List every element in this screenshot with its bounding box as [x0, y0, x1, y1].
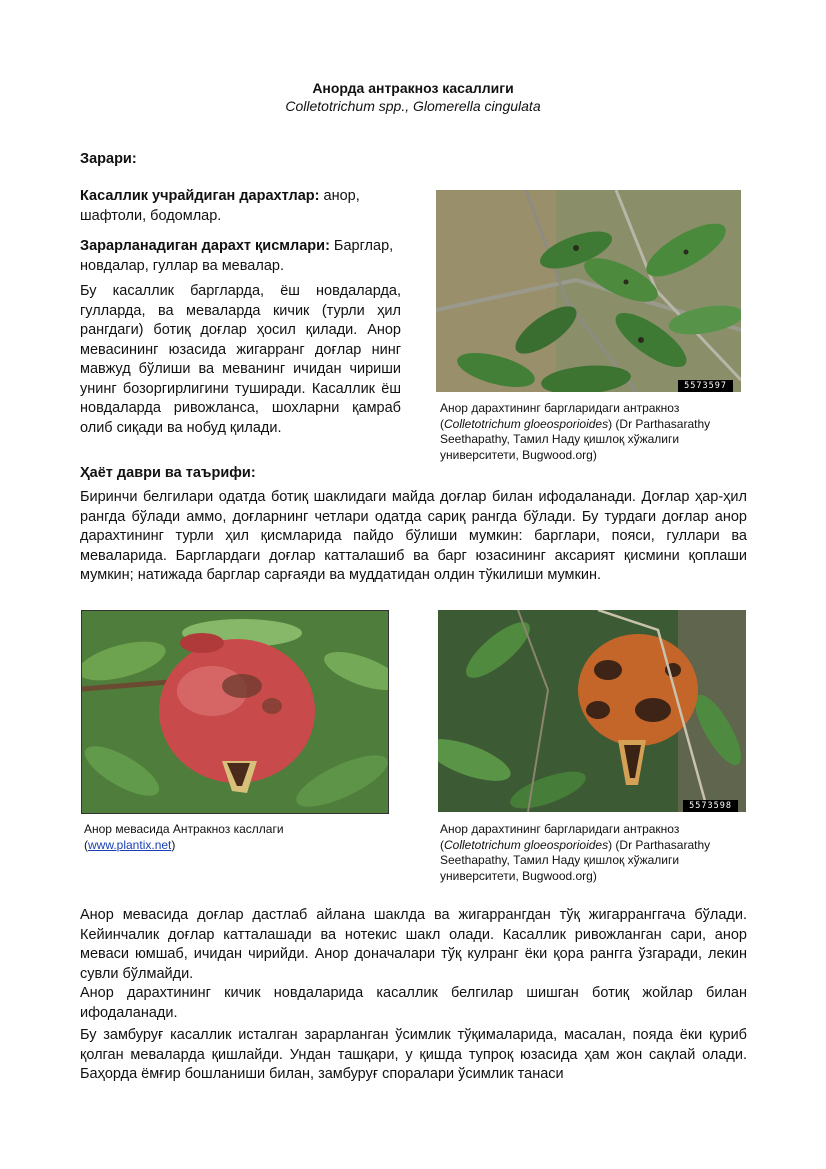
- leaf-photo-graphic: [436, 190, 741, 392]
- fruit-tree-photo-caption: [440, 822, 740, 884]
- hosts-label: Касаллик учрайдиган дарахтлар:: [80, 188, 320, 204]
- hosts-paragraph: [80, 187, 390, 226]
- fruit-caption-text: Анор мевасида Антракноз касллаги: [84, 822, 284, 836]
- fruit-caption-source: [84, 838, 384, 854]
- fruit-anthracnose-photo: [81, 610, 389, 814]
- page-title: Анорда антракноз касаллиги: [312, 80, 514, 96]
- parts-paragraph: [80, 237, 430, 276]
- plantix-link[interactable]: www.plantix.net: [88, 837, 172, 852]
- paren-close: ): [171, 837, 176, 852]
- caption-species: Colletotrichum gloeosporioides: [444, 416, 609, 431]
- parts-text: Барглар, новдалар, гуллар ва мевалар.: [80, 238, 394, 274]
- page-subtitle: Colletotrichum spp., Glomerella cingulata: [285, 98, 541, 114]
- harm-heading: Зарари:: [80, 151, 137, 167]
- caption-credit: ) (Dr Parthasarathy Seethapathy, Тамил Наду қишлоқ хўжалиги университети, Bugwood.org): [440, 837, 711, 883]
- life-cycle-heading: Ҳаёт даври ва таърифи:: [80, 465, 256, 481]
- photo-id-badge: 5573597: [678, 380, 733, 392]
- life-cycle-paragraph: Биринчи белгилари одатда ботиқ шаклидаги майда доғлар билан ифодаланади. Доғлар ҳар-ҳил рангда бўлади аммо, доғларнинг четлари одатда сариқ рангда бўлади. Бу турдаги доғлар анор дарахтининг турли ҳил қисмларида пайдо бўлиши мумкин: барглари, пояси, гуллари ва меваларида. Барглардаги доғлар катталашиб ва барг юзасининг аксарият қисмини қоплаши мумкин; натижада барглар сарғаяди ва муддатидан олдин тўкилиши мумкин.: [80, 489, 747, 583]
- leaf-anthracnose-photo: [436, 190, 741, 392]
- photo-id-badge: 5573598: [683, 800, 738, 812]
- caption-credit: ) (Dr Parthasarathy Seethapathy, Тамил Наду қишлоқ хўжалиги университети, Bugwood.org): [440, 416, 711, 462]
- fruit-photo-graphic: [82, 611, 388, 813]
- fruit-tree-anthracnose-photo: [438, 610, 746, 812]
- caption-text: Анор дарахтининг баргларидаги антракноз (: [440, 401, 680, 431]
- parts-label: Зарарланадиган дарахт қисмлари:: [80, 238, 330, 254]
- shoot-symptoms-paragraph: Анор дарахтининг кичик новдаларида касаллик белгилар шишган ботиқ жойлар билан ифодаланади.: [80, 985, 747, 1021]
- hosts-text: анор, шафтоли, бодомлар.: [80, 188, 360, 224]
- fruit-symptoms-paragraph: Анор мевасида доғлар дастлаб айлана шаклда ва жигаррангдан тўқ жигарранггача бўлади. Кейинчалик доғлар катталашади ва нотекис шакл олади. Касаллик ривожланган сари, анор меваси юмшаб, ичидан чирийди. Анор доначалари тўқ кулранг ёки қора рангга ўзгаради, лекин сувли бўлмайди.: [80, 907, 747, 982]
- caption-species: Colletotrichum gloeosporioides: [444, 837, 609, 852]
- paren-open: (: [84, 837, 88, 852]
- fruit-photo-caption: [84, 822, 384, 853]
- overwintering-paragraph: Бу замбуруғ касаллик исталган зарарланган ўсимлик тўқималарида, масалан, пояда ёки қуриб қолган меваларда қишлайди. Ундан ташқари, у қишда тупроқ юзасида ҳам жон сақлай олади. Баҳорда ёмғир бошланиши билан, замбуруғ споралари ўсимлик танаси: [80, 1027, 747, 1082]
- leaf-photo-caption: [440, 401, 740, 463]
- damage-paragraph: Бу касаллик баргларда, ёш новдаларда, гулларда, ва меваларда кичик (турли ҳил рангдаги) ботиқ доғлар ҳосил қилади. Анор мевасининг юзасида жигарранг доғлар нинг мавжуд бўлиши ва меванинг ичидан чириши унинг бозоргирлигини туширади. Касаллик ёш новдаларда ривожланса, шохларни қамраб олиб сиқади ва нобуд қилади.: [80, 283, 401, 436]
- caption-text: Анор дарахтининг баргларидаги антракноз (: [440, 822, 680, 852]
- fruit-tree-photo-graphic: [438, 610, 746, 812]
